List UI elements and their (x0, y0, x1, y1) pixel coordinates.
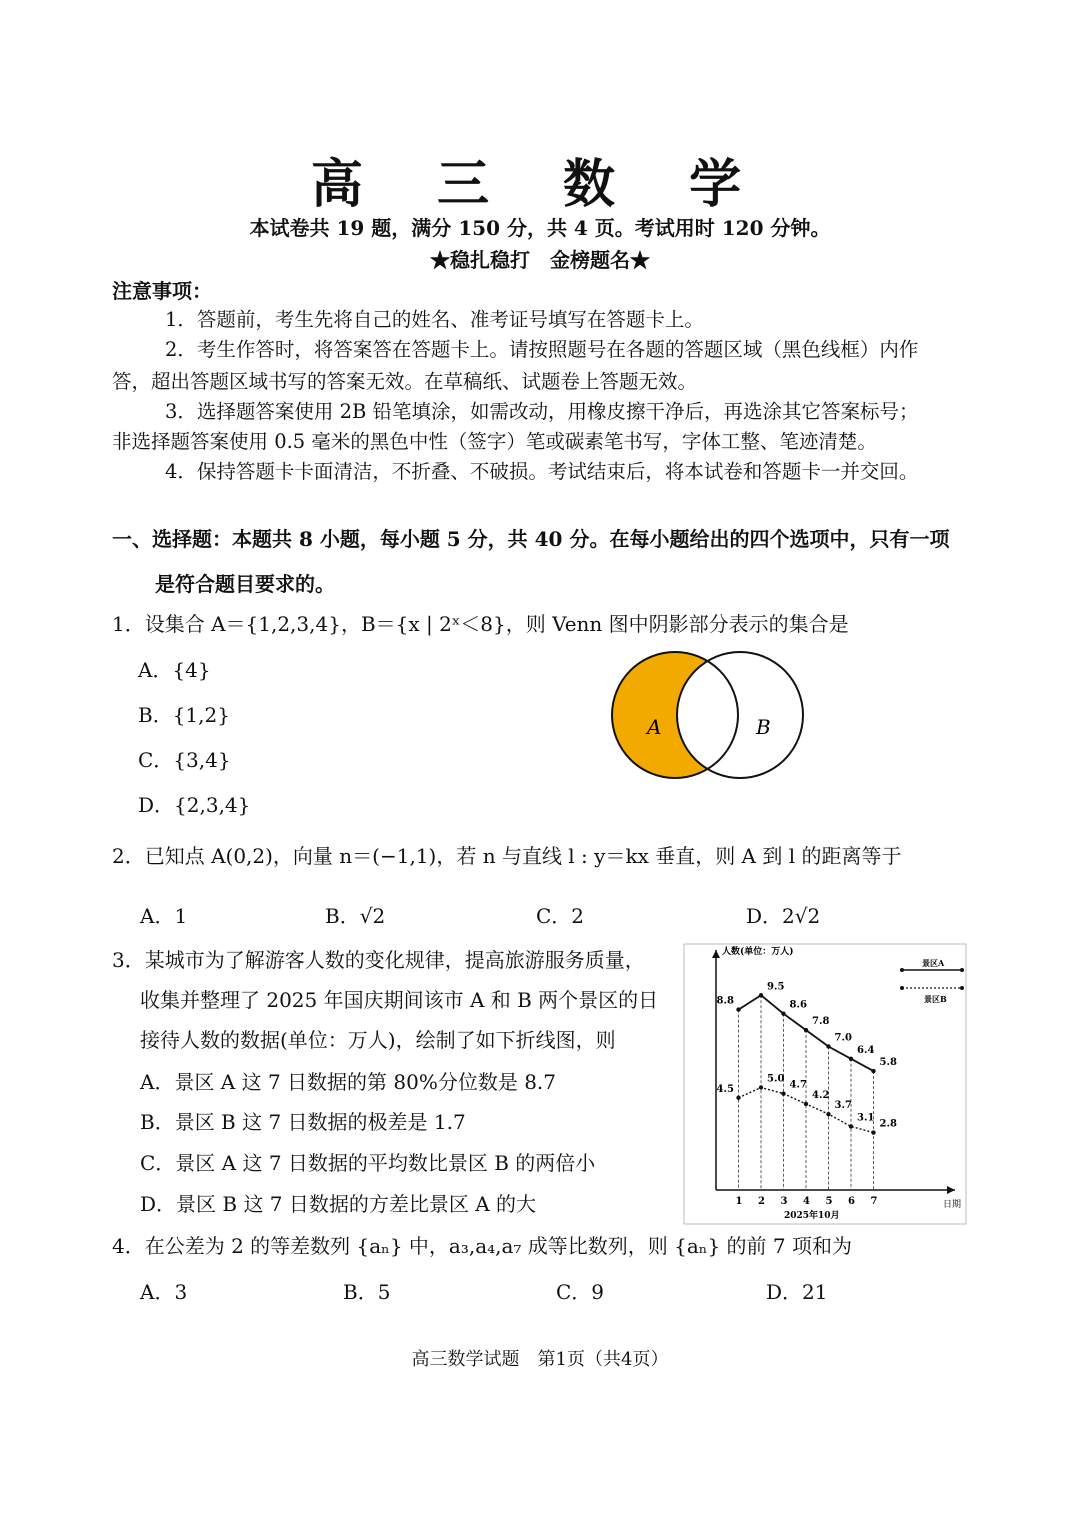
section-heading: 一、选择题：本题共 8 小题，每小题 5 分，共 40 分。在每小题给出的四个选项中，只有一项 (112, 527, 950, 551)
data-label: 5.8 (879, 1057, 897, 1069)
exam-info: 本试卷共 19 题，满分 150 分，共 4 页。考试用时 120 分钟。 (249, 216, 831, 240)
legend-label-a: 景区A (922, 958, 945, 968)
legend-marker-a (900, 968, 904, 972)
data-point (804, 1102, 808, 1106)
notice-heading: 注意事项： (112, 279, 212, 303)
data-point (781, 1012, 785, 1016)
q3-option-d: D．景区 B 这 7 日数据的方差比景区 A 的大 (140, 1192, 537, 1216)
data-point (736, 1007, 740, 1011)
motto: ★稳扎稳打 金榜题名★ (430, 248, 650, 272)
q3-option-a: A．景区 A 这 7 日数据的第 80%分位数是 8.7 (140, 1070, 557, 1094)
question-2-stem: 2．已知点 A(0,2)，向量 n＝(−1,1)，若 n 与直线 l : y＝kx 垂直，则 A 到 l 的距离等于 (112, 844, 902, 868)
legend-label-b: 景区B (924, 994, 947, 1004)
section-heading-cont: 是符合题目要求的。 (155, 572, 335, 596)
data-point (736, 1096, 740, 1100)
q2-option-a: A．1 (140, 904, 188, 928)
notice-item: 非选择题答案使用 0.5 毫米的黑色中性（签字）笔或碳素笔书写，字体工整、笔迹清楚。 (112, 430, 877, 453)
x-tick-label: 4 (803, 1196, 810, 1207)
data-point (759, 1085, 763, 1089)
page-title: 高 三 数 学 (310, 154, 770, 215)
data-label: 4.2 (812, 1089, 830, 1101)
data-point (781, 1091, 785, 1095)
x-tick-label: 5 (825, 1196, 833, 1207)
line-chart (680, 940, 970, 1225)
q4-option-a: A．3 (140, 1280, 188, 1304)
q1-option-c: C．{3,4} (138, 748, 231, 772)
data-point (871, 1130, 875, 1134)
question-3-stem: 收集并整理了 2025 年国庆期间该市 A 和 B 两个景区的日 (140, 988, 659, 1012)
x-tick-label: 6 (848, 1196, 855, 1207)
data-point (804, 1028, 808, 1032)
data-label: 8.8 (716, 995, 734, 1007)
y-axis-label: 人数(单位：万人) (722, 947, 794, 957)
x-tick-label: 1 (735, 1196, 743, 1207)
legend-marker-b (960, 986, 964, 990)
venn-label-b: B (756, 715, 771, 739)
x-tick-label: 7 (870, 1196, 878, 1207)
data-label: 3.1 (857, 1112, 875, 1124)
venn-label-a: A (647, 715, 662, 739)
data-label: 8.6 (789, 999, 807, 1011)
data-label: 9.5 (767, 981, 785, 993)
data-point (849, 1124, 853, 1128)
data-label: 7.0 (834, 1032, 852, 1044)
question-3-stem: 接待人数的数据(单位：万人)，绘制了如下折线图，则 (140, 1028, 616, 1052)
data-label: 4.5 (716, 1083, 734, 1095)
q3-option-c: C．景区 A 这 7 日数据的平均数比景区 B 的两倍小 (140, 1151, 596, 1175)
x-tick-label: 2 (758, 1196, 765, 1207)
q1-option-d: D．{2,3,4} (138, 793, 251, 817)
question-3-stem: 3．某城市为了解游客人数的变化规律，提高旅游服务质量， (112, 948, 645, 972)
question-4-stem: 4．在公差为 2 的等差数列 {aₙ} 中，a₃,a₄,a₇ 成等比数列，则 {aₙ} 的前 7 项和为 (112, 1234, 852, 1258)
q2-option-d: D．2√2 (746, 904, 821, 928)
question-1-stem: 1．设集合 A＝{1,2,3,4}，B＝{x | 2ˣ＜8}，则 Venn 图中阴影部分表示的集合是 (112, 612, 849, 636)
data-label: 6.4 (857, 1044, 875, 1056)
notice-item: 4．保持答题卡卡面清洁，不折叠、不破损。考试结束后，将本试卷和答题卡一并交回。 (165, 460, 919, 483)
y-axis-arrow (712, 950, 720, 958)
q4-option-d: D．21 (766, 1280, 828, 1304)
q4-option-c: C．9 (556, 1280, 605, 1304)
legend-marker-a (960, 968, 964, 972)
data-label: 3.7 (834, 1100, 852, 1112)
q2-option-c: C．2 (536, 904, 585, 928)
data-label: 7.8 (812, 1016, 830, 1028)
x-tick-label: 3 (780, 1196, 788, 1207)
data-point (826, 1112, 830, 1116)
data-point (871, 1069, 875, 1073)
notice-item: 答，超出答题区域书写的答案无效。在草稿纸、试题卷上答题无效。 (112, 370, 698, 393)
data-point (759, 993, 763, 997)
data-point (826, 1044, 830, 1048)
data-label: 5.0 (767, 1073, 785, 1085)
venn-diagram (600, 640, 820, 790)
q2-option-b: B．√2 (325, 904, 386, 928)
data-label: 4.7 (789, 1079, 807, 1091)
data-label: 2.8 (879, 1118, 897, 1130)
data-point (849, 1057, 853, 1061)
x-axis-label: 日期 (943, 1200, 962, 1210)
x-axis-caption: 2025年10月 (784, 1211, 840, 1221)
notice-item: 3．选择题答案使用 2B 铅笔填涂，如需改动，用橡皮擦干净后，再选涂其它答案标号； (165, 400, 919, 423)
page-footer: 高三数学试题 第1页（共4页） (411, 1349, 669, 1370)
legend-marker-b (900, 986, 904, 990)
q1-option-a: A．{4} (138, 658, 211, 682)
notice-item: 1．答题前，考生先将自己的姓名、准考证号填写在答题卡上。 (165, 308, 704, 331)
notice-item: 2．考生作答时，将答案答在答题卡上。请按照题号在各题的答题区域（黑色线框）内作 (165, 338, 919, 361)
q4-option-b: B．5 (343, 1280, 391, 1304)
q3-option-b: B．景区 B 这 7 日数据的极差是 1.7 (140, 1110, 466, 1134)
x-axis-arrow (947, 1186, 955, 1194)
q1-option-b: B．{1,2} (138, 703, 230, 727)
